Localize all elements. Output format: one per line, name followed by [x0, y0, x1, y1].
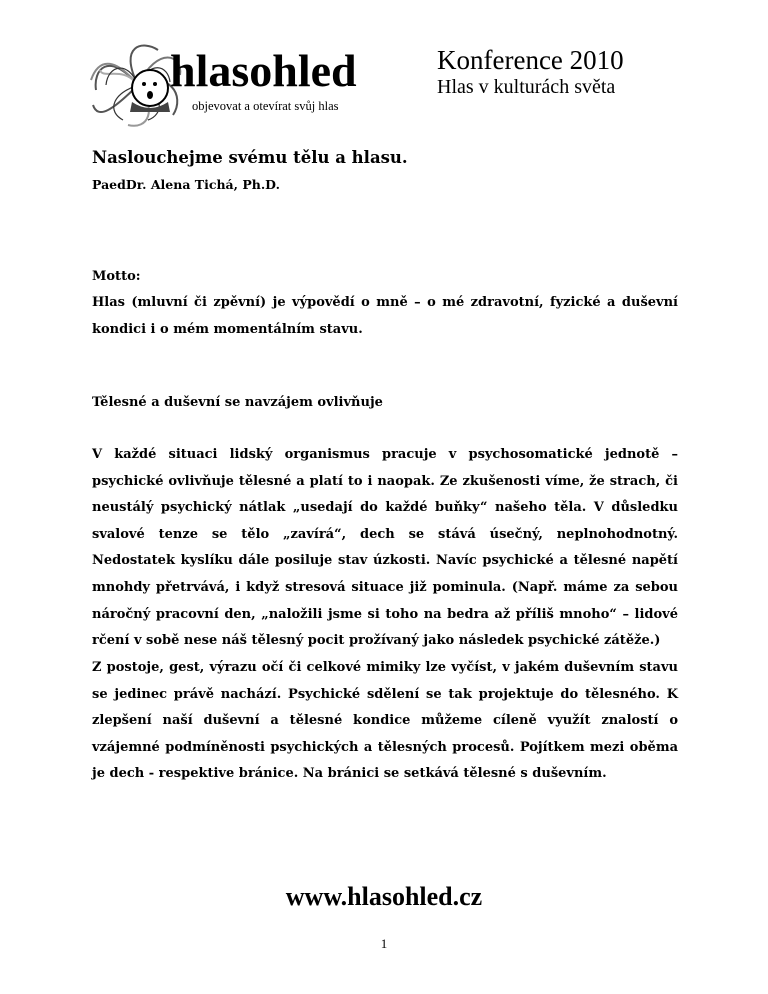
page-number: 1	[380, 936, 388, 951]
page-header	[0, 0, 768, 130]
paragraph: V každé situaci lidský organismus pracuje v psychosomatické jednotě – psychické ovlivňuje tělesné a platí to i naopak. Ze zkušenosti víme, že strach, či neustálý psychický nátlak „usedají do každé buňky“ našeho těla. V důsledku svalové tenze se tělo „zavírá“, dech se stává úsečný, neplnohodnotný. Nedostatek kyslíku dále posiluje stav úzkosti. Navíc psychické a tělesné napětí mnohdy přetrvává, i když stresová situace již pominula. (Např. máme za sebou náročný pracovní den, „naložili jsme si toho na bedra až příliš mnoho“ – lidové rčení v sobě nese náš tělesný pocit prožívaný jako následek psychické zátěže.)	[92, 447, 678, 649]
logo-tagline: objevovat a otevírat svůj hlas	[192, 99, 339, 113]
section-heading: Tělesné a duševní se navzájem ovlivňuje	[92, 395, 383, 410]
website-link[interactable]: www.hlasohled.cz	[285, 882, 483, 911]
article-title: Naslouchejme svému tělu a hlasu.	[92, 148, 408, 167]
conference-subtitle: Hlas v kulturách světa	[437, 76, 616, 98]
paragraph: Z postoje, gest, výrazu očí či celkové mimiky lze vyčíst, v jakém duševním stavu se jedinec právě nachází. Psychické sdělení se tak projektuje do tělesného. K zlepšení naší duševní a tělesné kondice můžeme cíleně využít znalostí o vzájemné podmíněnosti psychických a tělesných procesů. Pojítkem mezi oběma je dech - respektive bránice. Na bránici se setkává tělesné s duševním.	[92, 660, 678, 782]
logo-name: hlasohled	[170, 45, 357, 96]
article-author: PaedDr. Alena Tichá, Ph.D.	[92, 177, 280, 192]
motto-text: Hlas (mluvní či zpěvní) je výpovědí o mně – o mé zdravotní, fyzické a duševní kondici i o mém momentálním stavu.	[92, 295, 678, 337]
conference-title: Konference 2010	[437, 45, 624, 75]
motto-label: Motto:	[92, 269, 141, 284]
